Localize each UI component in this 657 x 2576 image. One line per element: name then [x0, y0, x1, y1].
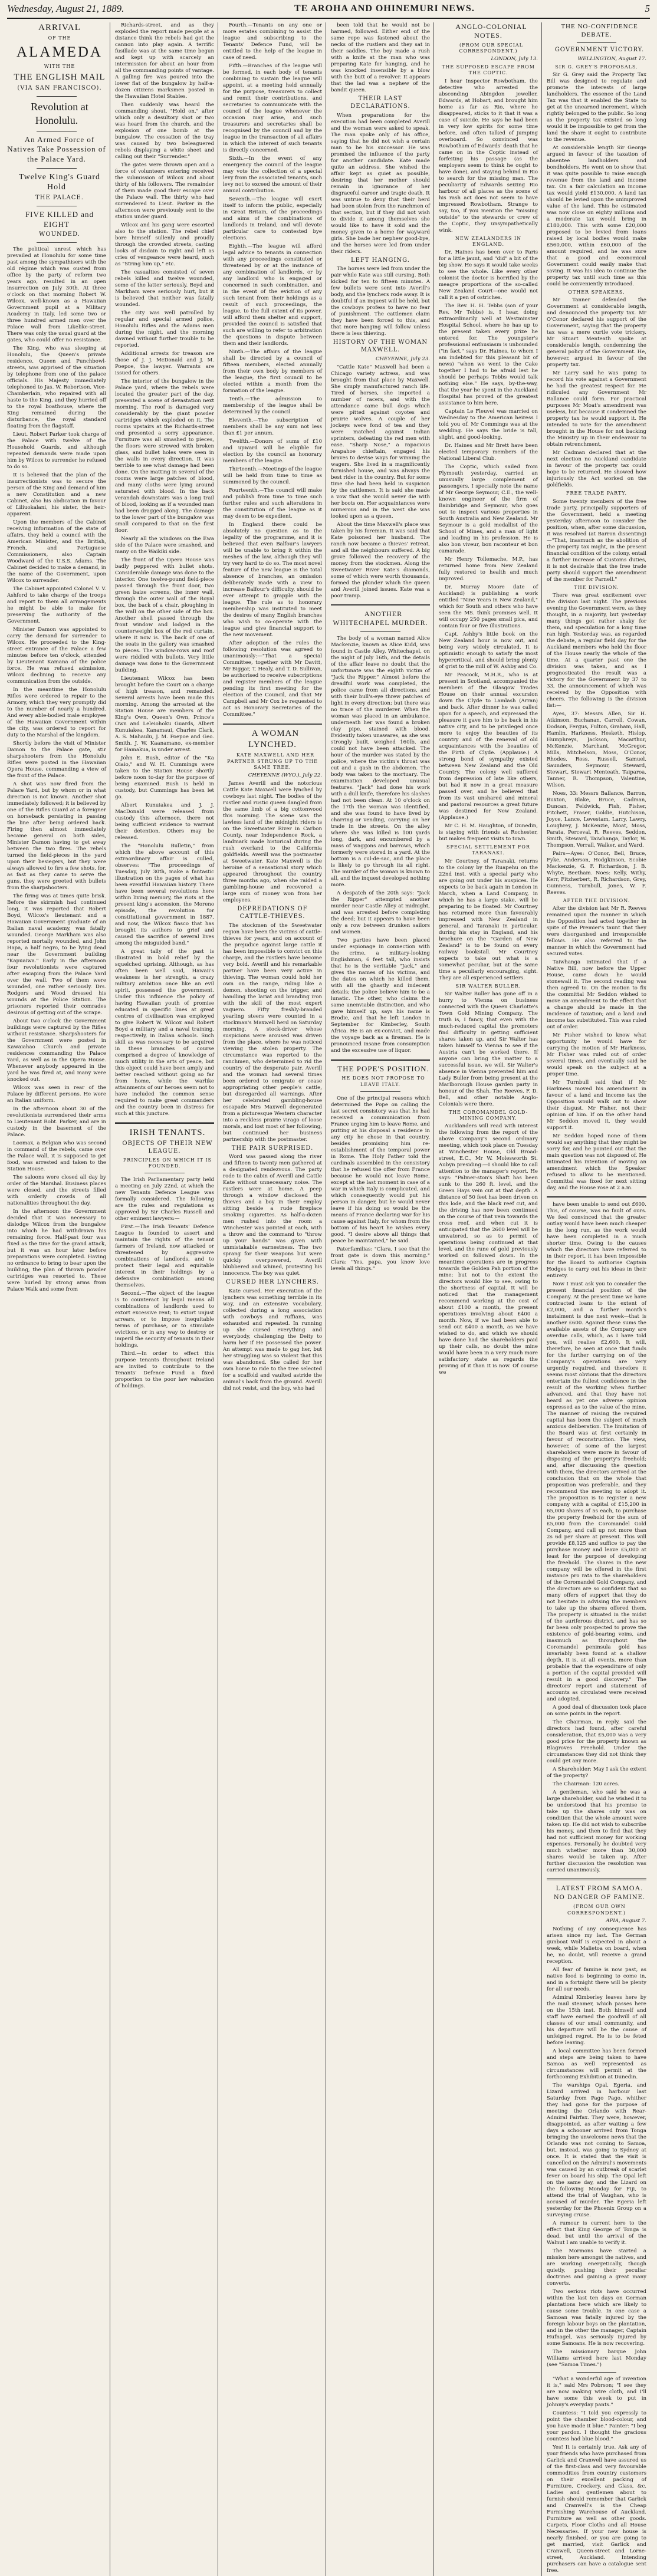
paragraph: "Cattle Kate" Maxwell had been a Chicago variety actress, and was brought from that place by Maxwell. She simply manufactured ranch life. Tired of horses, she imported a number of racers, and with the attendance came bull dogs which were pitted against coyotes and prairie wolves. A couple of her jockeys were fond of tea and they were matched against Indian sprinters, defeating the red men with ease. "Sharp Nose," a rapacious Arapahoe chieftain, engaged his braves to devise ways for winning the wagers. She lived in a magnificently furnished house, and was always the best rider in the country. But for some time she had been held in suspicion by the cattlemen. It is said she made a vow that she would never die with her boots on. Her acquaintances were numerous and in the west she was looked upon as a queen. — [331, 364, 430, 519]
paragraph: Countess: "I told you expressly to point the chamber blood-colour, and you have made it blue." Painter: "I beg your pardon. I thought the gracious countess had blue blood." — [547, 2410, 646, 2442]
paragraph: About the time Maxwell's place was taken by his foreman. It was said that Kate poisoned her husband. The ranch now became a thieves' retreat, and all the neighbours suffered. A big grove followed the recovery of the money from the stockmen. Along the Sweetwater River Kate's diamonds, some of which were worth thousands, formed the plunder which the queen and Averill joined issues. Kate was a poor tramp. — [331, 521, 430, 599]
paragraph: The casualties consisted of seven rebels killed and twelve wounded, some of the latter seriously. Boyd and Markham were seriously hurt, but it is believed that neither was fatally wounded. — [115, 269, 214, 308]
paragraph: A despatch of the 20th says: "Jack the Ripper" attempted another murder near Castle Alley at midnight, and was arrested before completing the deed; but it appears to have been only a row between drunken sailors and women. — [331, 890, 430, 935]
dateline: WELLINGTON, August 17. — [577, 55, 646, 62]
paragraph: In England there could be absolutely no question as to the legality of the programme, and it is believed that even Balfour's lawyers will be unable to bring it within the meshes of the law, although they will try very hard to do so. The most novel feature of the new league is the total absence of branches, an omission deliberately made with a view to increase Balfour's difficulty, should he ever attempt to grapple with the league. The rule as to honorary membership was instituted to meet the desires of many English branches who wish to co-operate with the league and give financial support to the new movement. — [223, 522, 322, 638]
paragraph: Pairs—Ayes: O'Conor, Bell, Bruce, Fyke, Anderson, Hodgkinson, Scobie Mackenzie, G. F. Richardson, J. B. Whyte, Beetham. Noes: Kelly, Withy, Kerr, Fitzherbert, R. Richardson, Grey, Guinness, Turnbull, Jones, W. F. Reeves. — [547, 850, 646, 896]
paragraph: Two serious riots have occurred within the last ten days on German plantations here which are likely to cause some trouble. In one case a Samoan was fatally injured by the foreign labour boys on the plantation, and in the other the manager, Captain Hufnagel, was seriously injured by some Samoans. He is now recovering. — [547, 2288, 646, 2347]
headline-woman-lynched: A WOMAN LYNCHED. — [248, 729, 300, 750]
paragraph: Mr C. H. M. Haughton, of Dunedin, is staying with friends at Rochester, but makes frequent visits to town. — [439, 823, 538, 843]
paragraph: Ninth.—The affairs of the league shall be directed by a council of fifteen members, elected annually from their own body by members of the league, the first council to be elected within a month from the formation of the league. — [223, 349, 322, 394]
paragraph: Second.—The object of the league is to counteract by legal means all combinations of landlords used to extort excessive rent; to extort unjust arrears, or to impose inequitable terms of purchase, or to stimulate evictions, or in any way to destroy or imperil the security of tenants in their holdings. — [115, 1291, 214, 1349]
paragraph: Lieutenant Wilcox has been brought before the Court on a charge of high treason, and remanded. Several arrests have been made this morning. Among the arrested at the Station House are members of the King's Own, Queen's Own, Prince's Own and Leleiohoku Guards, Albert Kunuiakea, Kanamaui, Charles Clark, A. S. Mahaulu, J. M. Poepoe and Geo. Smith. J. W. Kaanamano, ex-member for Hamakua, is under arrest. — [115, 676, 214, 753]
paragraph: Fifth.—Branches of the league will be formed, in each body of tenants combining to sustain the league will appoint, at a meeting held annually for the purpose, treasurers to collect and remit their contributions, and secretaries to communicate with the council of the league whenever the occasion may arise, and such treasurers and secretaries shall be recognised by the council and by the league in the transaction of all affairs in which the interest of such tenants is directly concerned. — [223, 63, 322, 153]
divider — [577, 42, 617, 43]
paragraph: The Chairman, in reply, said the directors had found, after careful consideration, that £5,000 was a very good price for the property known as Blagroves Freehold. Under the circumstances they did not think they could get any more. — [547, 1719, 646, 1765]
issue-date: Wednesday, August 21, 1889. — [7, 3, 124, 14]
paragraph: The "Honolulu Bulletin," from which the above account of this extraordinary affair is culled, observes: "The proceedings of Tuesday, July 30th, make a fantastic illustration on the pages of what has been eventful Hawaiian history. There have been several revolutions here within living memory, the riots at the present king's accession, the Moreno episode, the revolution for constitutional government in 1887, and now, the Wilcox fiasco that has brought its authors to grief and caused the sacrifice of several lives among the misguided band." — [115, 843, 214, 946]
paragraph: The interior of the bungalow in the Palace yard, where the rebels were located the greater part of the day, presented a scene of devastation next morning. The roof is damaged very considerably by the giant powder cartridges which exploded on it. The rooms upstairs at the Richards-street end presented a sorry appearance. Furniture was all smashed to pieces, the floors were strewed with broken glass, and bullet holes were seen in the walls in every direction. It was terrible to see what damage had been done. On the matting in several of the rooms were large patches of blood, and many cloths were lying around saturated with blood. In the back verandah downstairs was a long trail of blood, looking as if a wounded man had been dragged along. The damage to the lower part of the bungalow was small compared to that on the first floor. — [115, 379, 214, 534]
paragraph: Mr Larry said he was going to record his vote against a Government he had the greatest respect for. He ridiculed any Government Mr Ballance could form. For practical purposes Mr Moat's amendment was useless, but because it condemned the property tax he would support it. He intended to vote for the amendment brought in the House for not backing the Ministry up in their endeavour to obtain retrenchment. — [547, 370, 646, 448]
paragraph: First.—The Irish Tenants' Defence League is founded to assert and maintain the rights of the tenant farmers of Ireland, now attacked or threatened by aggressive combinations of landlords, and to protect their legal and equitable interest in their holdings by a defensive combination among themselves. — [115, 1224, 214, 1289]
paragraph: Shortly before the visit of Minister Damon to the Palace gate, stir sharpshooters from the Honolulu Rifles were posted in the Hawaiian Opera House, commanding a view of the front of the Palace. — [7, 741, 106, 779]
paragraph: Dr. Murray Moore (late of Auckland) is publishing a work entitled "Nine Years in New Zealand," which for South and others who have seen the MS. think promises well. It will occupy 250 pages small pica, and contain four or five illustrations. — [439, 584, 538, 630]
paragraph: Additional arrests for treason are those of J. J. McDonald and J. M. Poepoe, the lawyer. Warrants are issued for others. — [115, 351, 214, 376]
subhead-kate-maxwell: KATE MAXWELL AND HER PARTNER STRUNG UP TO THE SAME TREE. — [227, 752, 318, 770]
column-3 — [223, 22, 326, 2576]
paragraph: In the afternoon about 30 of the revolutionists surrendered their arms to Lieutenant Robt. Parker, and are in custody in the basement of the Palace. — [7, 1106, 106, 1139]
paragraph: James Averill and the notorious Cattle Kate Maxwell were lynched by cowboys last night. The bodies of the rustler and rustic queen dangled from the same limb of a big cottonwood this morning. The scene was the lawless land of the midnight riders is on the Sweetwater River in Carbon County, near Independence Rock, a landmark made historical during the rush overland to the California goldfields. Averill was the postmaster at Sweetwater. Kate Maxwell is the heroine of a sensational story which appeared throughout the country three months ago, when she raided a gambling-house and recovered a large sum of money won from her employees. — [223, 781, 322, 904]
subhead: SIR WALTER BULLER. — [455, 983, 521, 989]
paragraph: Fourteenth.—The council will make and publish from time to time such further rules and such alterations in the constitution of the league as it may deem to be expedient. — [223, 488, 322, 519]
paragraph: The political unrest which has prevailed at Honolulu for some time past among the sympathisers with the old régime which was ousted from office by the party of reform two years ago, resulted in an open insurrection on July 30th. At three o'clock on that morning Robert W. Wilcox, well-known as a Hawaiian Government pupil at a Military Academy in Italy, led some two or three hundred armed men over the Palace wall from Likelike-street. There was only the usual guard at the gates, who could offer no resistance. — [7, 246, 106, 344]
subhead-correspondent: (FROM OUR OWN CORRESPONDENT.) — [567, 1904, 626, 1916]
paragraph: After adoption of the rules the following resolution was agreed to unanimously:—"That a special Committee, together with Mr Davitt, Mr Biggar, T. Healy, and T. D. Sullivan, be authorised to receive subscriptions and register members of the league pending its first meeting for the election of the Council, and that Mr Campbell and Mr Cox be requested to act as Honorary Secretaries of the Committee." — [223, 640, 322, 718]
paragraph: Sir G. Grey said the Property Tax Bill was designed to regulate and promote the interests of large landholders. The essence of the Land Tax was that it enabled the State to get at the unearned increment, which rightly belonged to the public. So long as the property tax existed so long would it be impossible to get from the land the share it ought to contribute to the revenue. — [547, 72, 646, 143]
dateline: LONDON, July 13. — [491, 56, 538, 62]
paragraph: Mr Peacock, M.H.R., who is at present in Scotland, accompanied the members of the Glasgow Trades House on their annual excursion down the Clyde to Lamlash (Arran) and back. After dinner he was called upon for a speech, and expressed the pleasure it gave him to be back in his native city, and to be privileged once more to enjoy the beauties of its country and of the renewal of old acquaintances with the beauties of the Firth of Clyde. (Applause.) A strong bond of sympathy existed between New Zealand and the Old Country. The colony well suffered from depression of late like others, but had it now in a great measure passed over, and he believed that from its vast unshared and mineral and pastoral resources a great future was destined for New Zealand. (Applause.) — [439, 672, 538, 821]
paragraph: Nothing of any consequence has arisen since my last. The German gunboat Wolf is expected in about a week, while Malietoa on board, when he, no doubt, will receive a grand reception. — [547, 1926, 646, 1965]
paragraph: About two o'clock the Government buildings were captured by the Rifles without resistance. Sharpshooters for the Government were posted in Kawaiahao Church and private residences commanding the Palace Yard, as well as in the Opera House. Whenever anybody appeared in the yard he was fired at, and many were knocked out. — [7, 1018, 106, 1083]
paragraph: Kate cursed. Her execration of the lynchers was something terrible in its way, and an extensive vocabulary, collected during a long association with cowboys and ruffians, was exhausted and repeated. In running up she cursed everything and everybody, challenging the Deity to harm her if He possessed the power. An attempt was made to gag her, but her struggling was so violent that this was abandoned. She called for her own horse to ride to the tree selected for a scaffold and vaulted astride the animal's back from the ground. Averill did not resist, and the boy, who had — [223, 1288, 322, 1392]
paragraph: Mr Turnbull said that if Mr Harkness moved his amendment in favour of a land and income tax the Opposition would walk out to show their disgust. Mr Fisher, not their opinion of him. If on the other hand Mr Seddon moved it, they would support it. — [547, 1080, 646, 1131]
paragraph: Dr. Haines and Mr Brett have been elected temporary members of the National Liberal Club. — [439, 443, 538, 462]
headline-armed-force: An Armed Force of Natives Take Possession of the Palace Yard. — [7, 134, 106, 163]
paragraph: Mr Seddon hoped none of them would say anything that they might be sorry for, and he pointed out that the main question was not disposed of. He intimated his intention of moving an amendment which the Speaker refused to allow to be mentioned. Committal was fixed for next sitting day, and the House rose at 2 a.m. — [547, 1133, 646, 1192]
paragraph: Word was passed along the river and fifteen to twenty men gathered at a designated rendezvous. The party rode to the cabin of Averill and Cattle Kate without unnecessary noise. The rustlers were at home. A peep through a window disclosed the thieves and a boy in their employ sitting beside a rude fireplace smoking cigarettes. As half-a-dozen men rushed into the room a Winchester was pointed at each, with a throw and the command to "throw up your hands" was given with unmistakable earnestness. The two sprang for their weapons but were quickly overpowered, Averill blubbered and whined, protesting his innocence. The boy was quiet. — [223, 1154, 322, 1277]
divider — [37, 96, 76, 97]
headline-no-confidence: THE NO-CONFIDENCE DEBATE. — [561, 23, 638, 39]
paragraph: Mr Courtney, of Taranaki, returns to the colony by the Ruapehu on the 22nd inst. with a special party who are going out under his auspices. He expects to be back again in London in March, when a Land Company, in which he has a large stake, will be preparing to be floated. Mr Courtney has returned more than favourably impressed with New Zealand in general, and Taranaki in particular, during his stay in England, and his brochure on the "Garden of New Zealand" is to be found on every railway bookstall. Mr Courtney expects to take out what is a somewhat peculiar, but at the same time a peculiarly encouraging, sight. They are all experienced settlers. — [439, 858, 538, 981]
subhead: THE SUPPOSED ESCAPE FROM THE COPTIC. — [442, 64, 535, 76]
subhead-no-famine: NO DANGER OF FAMINE. — [553, 1894, 646, 1901]
paragraph: The missionary barque John Williams arrived here last Monday (see "Samoa Times.") — [547, 2348, 646, 2368]
paragraph: The King, who was sleeping at Honolulu, the Queen's private residence, Queen and Punchbowl-streets, was apprised of the situation by telephone from one of the palace officials. His Majesty immediately telephoned to Jas. W. Robertson, Vice-Chamberlain, who repaired with all haste to the King, and they hurried off to the royal boathouse, where the King remained during the disturbance, the royal standard floating from the flagstaff. — [7, 346, 106, 430]
paragraph: A gentleman, who said he was a large shareholder, said he wished it to be understood that his promise to take up the shares only was on condition that the whole amount were taken up. He did not wish to subscribe his money, and then to find that they had not sufficient money for working expenses. Personally he doubted very much whether more than 30,000 shares would be taken up. After further discussion the resolution was carried unanimously. — [547, 1789, 646, 1874]
advertisement: Yes! It is certainly true. Ask any of your friends who have purchased from Garlick and Cranwell have assured us of the first-class and very favourable commodities from country customers on their excellent packing of Furniture, Crockery, and Glass, &c. Ladies and gentlemen about to furnish should remember that Garlick and Cranwell's is the Cheap Furnishing Warehouse of Auckland. Furniture as well as other goods. Carpets, Floor Cloths and all House Necessaries. If your new house is nearly finished, or you are going to get married, visit Garlick and Cranwell, Queen-street and Lorne-street, Auckland. Intending purchasers can have a catalogue sent free. — [547, 2444, 646, 2574]
paragraph: Mr Tanner defended the Government at considerable length, and denounced the property tax. Mr O'Conor declared his support of the Government, saying that the property tax was a mere curtle vote trickery. Mr Stuart Menteath spoke at considerable length, condemning the general policy of the Government. He, however, argued in favour of the property tax. — [547, 297, 646, 369]
subhead: HISTORY OF THE WOMAN MAXWELL. — [333, 339, 428, 354]
subhead: THE DIVISION. — [574, 584, 619, 590]
headline-irish-tenants: IRISH TENANTS. — [129, 1128, 206, 1137]
paragraph: There was great excitement over the division last night. The previous evening the Government were, as they thought, in a majority, but yesterday many things got rather shaky for them, and speculation for a long time ran high. Yesterday was, as regarded the debate, a regular field day for the Auckland members who held the floor of the House nearly the whole of the time. At a quarter past one the division was taken, and as I prognosticated the result was a victory for the Government by 37 to 33, the announcement of which was received by the Opposition with cheers. The following is the division list:— — [547, 592, 646, 709]
divider — [547, 1196, 646, 1198]
paragraph: Minister Damon was appointed to carry the demand for surrender to Wilcox. He proceeded to the King-street entrance of the Palace a few minutes before ten o'clock, attended by Lieutenant Kamana of the police force. He was refused admission, Wilcox declining to receive any communication from the outside. — [7, 627, 106, 685]
paragraph: The Chairman: 120 acres. — [553, 1781, 620, 1788]
headline-five-killed: FIVE KILLED and EIGHT — [25, 210, 94, 229]
paragraph: Seventh.—The league will exert itself to inform the public, especially in Great Britain, of the proceedings and aims of the combinations of landlords in Ireland, and will devote particular care to contested bye elections. — [223, 196, 322, 241]
paragraph: Nearly all the windows on the Ewa side of the Palace were smashed, and many on the Waikiki side. — [115, 536, 214, 555]
divider — [223, 723, 322, 725]
divider — [360, 1091, 400, 1092]
divider — [115, 1122, 214, 1124]
divider — [331, 604, 430, 606]
paragraph: Mr Henry Tollemache, M.P., has returned home from New Zealand fully restored to health and much improved. — [439, 557, 538, 583]
paragraph: A good deal of discussion took place on some points in the report. — [547, 1705, 646, 1718]
page-number: 5 — [645, 3, 650, 14]
paragraph: The gates were thrown open and a force of volunteers entering received the submission of Wilcox and about thirty of his followers. The remainder of them made good their escape over the Palace wall. The thirty who had surrendered to Lieut. Parker in the afternoon were previously sent to the station under guard. — [115, 162, 214, 220]
paragraph: The saloons were closed all day by order of the Marshal. Business places were closed, and the streets filled with orderly crowds of all nationalities throughout the day. — [7, 1175, 106, 1207]
headline-whitechapel: ANOTHER WHITECHAPEL MURDER. — [333, 609, 428, 627]
paragraph: A local committee has been formed and steps are being taken to have Samoa as well represented as circumstances will permit at the forthcoming Exhibition at Dunedin. — [547, 2048, 646, 2080]
paragraph: After the division last Mr R. Reeves remained upon the manner in which the Opposition had acted together in spite of the Premier's taunt that they were disorganised and irresponsible fellows. He also referred to the manner in which the Government had secured votes. — [547, 906, 646, 958]
paragraph: been told that he would not be harmed, followed. Either end of the same rope was fastened about the necks of the rustlers and they sat in their saddles. The boy made a rush with a knife at the man who was preparing Kate for hanging, and he was knocked insensible by a blow with the butt of a revolver. It appears that the lad was a nephew of the bandit queen. — [331, 22, 430, 93]
divider — [331, 1059, 430, 1061]
paragraph: The horses were led from under the pair while Kate was still cursing. Both kicked for ten to fifteen minutes. A few bullets were sent into Averill's body, and the lynchers rode away. It is doubtful if an inquest will be held, but the cowboys profess to have no fear of punishment. The cattlemen claim they have been forced to this, and that more hanging will follow unless there is less thieving. — [331, 266, 430, 337]
headline-palace: THE PALACE. — [35, 195, 84, 202]
paragraph: Dr. Haines has been over to Paris for a little jaunt, and "did" a bit of the big show. He says it would take weeks to see the whole. Like every other colonist the doctor is horrified by the meagre proportions of the so-called New Zealand Court—one would not call it a pen of ostriches. — [439, 249, 538, 301]
paragraph: John E. Bush, editor of the "Ka Oiaio," and W. H. Cummings were taken to the Station House shortly before noon to-day for the purpose of being examined. Bush is held in custody, but Cummings has been let go. — [115, 755, 214, 800]
headline-of-the: OF THE — [48, 35, 71, 41]
paragraph: Captain Le Fleuvel was married on Wednesday to the American heiress I told you of. Mr Commings was at the wedding. He says the bride is tall, slight, and good-looking. — [439, 409, 538, 441]
paragraph: The Mormons have started a mission here amongst the natives, and are working energetically, though quietly, pushing their peculiar doctrines and gaining a great many converts. — [547, 2248, 646, 2287]
headline-alameda: ALAMEDA — [17, 44, 103, 61]
paragraph: A shot was now fired from the Palace Yard, but by whom or in what direction is not known. Another shot immediately followed; it is believed by one of the Rifles Guard at a foreigner on horseback persisting in passing the line after being ordered back. Firing then almost immediately became general on both sides, Minister Damon having to get away between the two fires. The rebels turned the field-pieces in the yard upon their besiegers, but they were always allowed to fire a few shots, for, as fast as they came to serve the guns, they were greeted with bullets from the sharpshooters. — [7, 781, 106, 891]
paragraph: Twelfth.—Donors of sums of £10 and upward will be eligible for election by the council as honorary members of the league. — [223, 439, 322, 464]
paragraph: Noes, 33: Messrs Ballance, Barron, Buxton, Blake, Bruce, Cadman, Duncan, Feldwick, Fish, Fisher, Fitchett, Fraser, Goldie, Hutchison, Joyce, Lance, Levestam, Larry, Lawry, Loughrey, J. McKenzie, Moat, Moss, Parata, Perceval, R. Reeves, Seddon, Smith, Steward, Taiwhanga, Taylor, W. Thompson, Verrall, Walker, and Ward. — [547, 790, 646, 848]
paragraph: Upon the members of the Cabinet receiving information of the state of affairs, they held a council with the American Minister, and the British, French, and Portuguese Commissioners, also Captain Woodward of the U.S.S. Adams. The Cabinet decided to make a demand, in the name of the Government, upon Wilcox to surrender. — [7, 519, 106, 584]
headline-popes-position: THE POPE'S POSITION. — [337, 1064, 429, 1073]
paragraph: have been unable to send out £600. This, of course, was no fault of ours. We feel convinced that the greater outlay would have been much cheaper in the long run, as the work would have been completed in a much shorter time. Owing to the causes which the directors have referred to in their report, it has been impossible for the Board to authorise Captain Hodges to carry out his ideas in their entirety. — [547, 1202, 646, 1279]
divider — [37, 168, 76, 169]
dateline: CHEYENNE, July 23. — [375, 356, 430, 362]
divider — [37, 242, 76, 243]
column-5 — [439, 22, 542, 2576]
headline-samoa: LATEST FROM SAMOA. — [556, 1884, 643, 1893]
headline-wounded: WOUNDED. — [39, 231, 80, 238]
subhead: LEFT HANGING. — [351, 256, 410, 264]
paragraph: Some twenty members of the free trade party, principally supporters of the Government, held a meeting yesterday afternoon to consider the position, when, after some discussion, it was resolved (at Barron dissenting)—"That, inasmuch as the abolition of the property tax might, in the present financial condition of the colony, entail a further increase of Customs duties, it is not desirable that the free trade party should support the amendment of the member for Parnell." — [547, 498, 646, 583]
paragraph: Mr Fisher wished to know what opportunity he would have for carrying the motion of Mr Harkness. Mr Fisher was ruled out of order several times, and eventually said he would speak on the subject at a proper time. — [547, 1032, 646, 1078]
subhead: DEPREDATIONS OF CATTLE-THIEVES. — [237, 906, 308, 920]
headline-english-mail: THE ENGLISH MAIL — [14, 72, 106, 82]
paragraph: Fourth.—Tenants on any one or more estates combining to assist the league and subscribing to the Tenants' Defence Fund, will be entitled to the help of the league in case of need. — [223, 22, 322, 61]
subhead: FREE TRADE PARTY. — [566, 491, 628, 496]
paragraph: Paterfamilias: "Clara, I see that the front gate is down this morning." Clara: "Yes, papa, you know love levels all things." — [331, 1246, 430, 1272]
subhead-government-victory: GOVERNMENT VICTORY. — [554, 47, 645, 54]
subhead: SIR G. GREY'S PROPOSALS. — [555, 64, 638, 70]
paragraph: Wilcox was seen in rear of the Palace by different persons. He wore an Italian uniform. — [7, 1085, 106, 1104]
paragraph: The Rev. H. H. Tebbs (son of your Rev. Mr Tebbs) is, I hear, doing extraordinarily well at Westminster Hospital School, where he has up to the present taken every prize he entered for. The youngster's professional enthusiasm is unbounded ("in fact," says Dr. Haines, to whom I am indebted for this pleasant bit of news) "when we went to the Cake together I had to be afraid lest he should be perhaps Tebbs would talk nothing else." He says, by-the-way, that the year he spent in the Auckland Hospital has proved of the greatest assistance to him here. — [439, 303, 538, 407]
subhead: THEIR LAST DECLARATIONS. — [350, 96, 410, 110]
paragraph: Third.—In order to effect this purpose tenants throughout Ireland are invited to contribute to the Tenants' Defence Fund a fixed proportion to the poor law valuation of holdings. — [115, 1351, 214, 1390]
masthead-rule — [7, 18, 650, 19]
paragraph: Sixth.—In the event of any emergency the council of the league may vote the collection of a special levy from the associated tenants, such levy not to exceed the amount of their annual contribution. — [223, 156, 322, 194]
paragraph: A rumour is current here to the effect that King George of Tonga is dead, but until the arrival of the Walnut I am unable to verify it. — [547, 2220, 646, 2246]
subhead: NEW ZEALANDERS IN ENGLAND. — [455, 235, 522, 247]
column-2 — [115, 22, 218, 2576]
paragraph: The warships Opal, Egeria, and Lizard arrived in harbour last Saturday from Pago Pago, whither they had gone for the purpose of meeting the Orlando with Rear-Admiral Fairfax. They were, however, disappointed, as after waiting a few days a schooner arrived from Tonga bringing the unwelcome news that the Orlando was not coming to Samoa, but, instead, was going to Sydney at once. It is stated that the visit is cancelled on the Admiral's movements was caused by an outbreak of scarlet fever on board his ship. The Opal left on the same day, and the Lizard on the following Monday for Fiji, to attend the trial of Vaughan, who is accused of murder. The Egeria left yesterday for the Phoenix Group on a surveying cruise. — [547, 2082, 646, 2218]
paragraph: A great tally of the past is illustrated in bold relief by the squelched uprising. Although, as has often been well said, Hawaii's weakness is her strength, a crazy military ambition once like an evil spirit, possessed the government. Under this influence the policy of having Hawaiian youth of promise educated in specific lines at great centres of civilisation was employed to give Robert W. Wilcox and Robert Boyd a military and a naval training, respectively, in Italian schools. Such skill as was necessary to be acquired in these branches of course comprised a degree of knowledge of much utility in the arts of peace, but this object could have been amply and better reached without going so far from home, while the warlike attainments of our heroes seem not to have included the common sense required to make great commanders and the country been in distress for such at this juncture. — [115, 949, 214, 1117]
divider — [577, 2372, 617, 2373]
paragraph: It is believed that the plan of the insurrectionists was to secure the person of the King and demand of him a new Constitution and a new Cabinet, also his abdication in favour of Liliuokalani, his sister, the heir-apparent. — [7, 472, 106, 518]
paragraph: The stockmen of the Sweetwater region have been the victims of cattle-thieves for years, and on account of the prejudice against large cattle it has been impossible to convict on this charge, and the rustlers have become very bold. Averill and his remarkable partner have been very active in thieving. The woman could hold her own on the range, riding like a demon, shooting on the trigger, and handling the lariat and branding iron with the skill of the most expert vaquero. Fifty freshly-branded yearling steers were counted in a stockman's Maxwell herd on Saturday morning. A stock-driver whose suspicions were aroused was driven from the place, where he was noticed viewing the stolen property. The circumstance was reported to the ranchmen, who determined to rid the country of the desperate pair. Averill and the woman had several times been ordered to emigrate or cease appropriating other people's cattle, but disregarded all warnings. After her celebrated gambling-house escapade Mrs Maxwell degenerated from a picturesque Western character into a reckless prairie virago of loose morals, and lost most of her following, but continued her business partnership with the postmaster. — [223, 922, 322, 1143]
dateline: CHEYENNE (WYO.), July 22. — [248, 772, 322, 779]
masthead — [7, 0, 650, 18]
paragraph: Capt. Ashby's little book on the New Zealand hour is now out, and being very widely circulated. It is optimistic enough to satisfy the most hypercritical, and should bring plenty of grist to the mill of W. Ashby and Co. — [439, 631, 538, 670]
paragraph: The Cabinet appointed Colonel V. V. Ashford to take charge of the troops and report to them all arrangements he might be able to make for preserving the authority of the Government. — [7, 586, 106, 625]
subhead-principles: PRINCIPLES ON WHICH IT IS FOUNDED. — [123, 1157, 212, 1169]
newspaper-title: TE AROHA AND OHINEMURI NEWS. — [294, 4, 475, 14]
paragraph: The Irish Parliamentary party held a meeting on July 22nd, at which the new Tenants Defence League was formally considered. The following are the rules and regulations as approved by Sir Charles Russell and other eminent lawyers:— — [115, 1177, 214, 1222]
paragraph: Admiral Kimberley leaves here by the mail steamer, which passes here on the 15th inst. Both himself and staff have earned the goodwill of all classes of our small community, and his departure will be the cause of unfeigned regret. He is to be feted before leaving. — [547, 1994, 646, 2046]
column-4 — [331, 22, 434, 2576]
subhead: CURSED HER LYNCHERS. — [226, 1279, 319, 1286]
paragraph: A Shareholder: May I ask the extent of the property? — [547, 1766, 646, 1779]
subhead: THE PAIR SURPRISED. — [231, 1144, 314, 1152]
paragraph: In the afternoon the Government decided that it was necessary to dislodge Wilcox from the bungalow into which he had withdrawn his remaining force. Half-past four was fixed as the time for the grand attack, but it was an hour later before preparations were completed. Having no ordnance to bring to bear upon the building, the plan of thrown powder cartridges was resorted to. These were hurled by strong arms from Palace Walk and some from — [7, 1209, 106, 1293]
divider — [360, 631, 400, 632]
paragraph: The firing was at times quite brisk. Before the skirmish had continued long, it was reported that Robert Boyd, Wilcox's lieutenant and a Hawaiian Government graduate of an Italian naval academy, was fatally wounded. George Markham was also reported mortally wounded, and John Hapa, a half negro, to be lying dead near the Government building "Kapuaiwa." Early in the afternoon four revolutionists were captured after escaping from the Palace Yard over the wall. Two of them were wounded, one rather seriously. Drs. Rodgers and Wood dressed his wounds at the Police Station. The prisoners reported their comrades desirous of getting out of the scrape. — [7, 893, 106, 1016]
subhead: SPECIAL SETTLEMENT FOR TARANAKI. — [446, 844, 530, 856]
paragraph: Taiwhanga intimated that if a Native Bill, now before the Upper House, came down he would stonewall it. The second reading was then agreed to. On the motion to fix the committal Mr Seddon wished to move an amendment to the effect that a change should be made in the incidence of taxation; and a land and income tax substituted. This was ruled out of order. — [547, 959, 646, 1031]
paragraph: Two parties have been placed under espionage in connection with the crime, a military-looking Englishman, 6 feet tall, who insists that he is the veritable "Jack," and gives the names of his victims, and the dates on which he killed them, with all the ghastly and indecent details; the police believe him to be a lunatic. The other, who claims the same unenviable distinction, and who gave himself up, says his name is Brodie, and that he left London in September for Kimberley, South Africa. He is an ex-convict, and made the voyage back as a fireman. He is pronounced insane from consumption and the excessive use of liquor. — [331, 937, 430, 1054]
subhead-leave-italy: HE DOES NOT PROPOSE TO LEAVE ITALY. — [341, 1075, 425, 1087]
subhead: THE COROMANDEL GOLD-MINING COMPANY. — [448, 1109, 528, 1121]
paragraph: Thirteenth.—Meetings of the league will be held from time to time as summoned by the council. — [223, 466, 322, 485]
paragraph: Eighth.—The league will afford legal advice to tenants in connection with any proceedings constituted or threatened by or at the instance of any combination of landlords, or by any landlord who is engaged or concerned in such combination, and in the event of the eviction of any such tenant from their holdings as a result of such proceedings, the league, to the full extent of its power, will afford them shelter and support, provided the council is satisfied that such are willing to refer to arbitration the questions in dispute between them and their landlords. — [223, 244, 322, 347]
headline-kings-guard: Twelve King's Guard Hold — [19, 172, 100, 192]
subhead: AFTER THE DIVISION. — [563, 897, 630, 903]
paragraph: Albert Kunuiakea and J. J. MacDonald were released from custody this afternoon, there not being sufficient evidence to warrant their detention. Others may be released. — [115, 802, 214, 841]
column-6 — [547, 22, 650, 2576]
column-1 — [7, 22, 110, 2576]
paragraph: Richards-street, and as they exploded the report made people at a distance think the rebels had got the cannon into play again. A terrific fusillade was at the same time begun and kept up with scarcely an intermission for about an hour from all the commanding points of vantage. A galling fire was poured into the lower flat of the bungalow by half-a-dozen citizens marksmen posted in the Hawaiian Hotel Stables. — [115, 22, 214, 100]
paragraph: The front of the Opera House was badly peppered with bullet shots. Considerable damage was done to the interior. One twelve-pound field-piece passed through the front door, two green baize screens, the inner wall, through the outer wall of the Royal box, the back of a chair, ploughing in the wall on the other side of the box. Another shell passed through the front window and lodged in the counterweight box of the red curtain, where it now is. The back of one of the seats in the gallery was smashed to pieces. The window-rows and roof were riddled with bullets. Very little damage was done to the Government building. — [115, 557, 214, 673]
paragraph: Wilcox and his gang were escorted also to the station. The rebel chief bore himself sullenly and proudly through the crowded streets, casting looks of disdain to right and left as cries of vengeance were heard, such as "String him up," etc. — [115, 222, 214, 267]
paragraph: When preparations for the execution had been completed Averill and the woman were asked to speak. The man spoke only of his office, saying that he did not wish a certain man to be his successor. He was promised the influence of the party for another candidate. Kate made quite an address. She wished the affair kept as quiet as possible, desiring that her mother should remain in ignorance of her disgraceful career and tragic death. It was untrue to deny that their herd had been stolen from the ranchmen of that section, but if they did not wish to divide it among themselves she would like to have it sold and the money given to a home for wayward girls. She bade her nephew good-bye, and the horses were led from under their riders. — [331, 112, 430, 255]
headline-revolution: Revolution at Honolulu. — [31, 100, 88, 126]
paragraph: One of the principal reasons which determined the Pope on calling the last secret consistory was that he had received a communication from France urging him to leave Rome, and putting at his disposal a residence in any city he chose in that country, besides promising him re-establishment of the temporal power in Rome. The Holy Father told the cardinals assembled in the consistory that he refused the offer from France because he would not leave Rome, except at the last moment in case of a war in which Italy is complicated, and which consequently would put his person in danger, but he would never leave if his doing so would be the means of France declaring war for his cause against Italy, for whom from the bottom of his heart he wishes every good. "I desire above all things that peace be maintained," he said. — [331, 1095, 430, 1244]
paragraph: Lieut. Robert Parker took charge of the Palace with twelve of the Household Guards, and although repeated demands were made upon him by Wilcox to surrender he refused to do so. — [7, 432, 106, 471]
subhead-correspondent: (FROM OUR SPECIAL CORRESPONDENT.) — [459, 42, 523, 54]
headline-with-the: WITH THE — [44, 64, 75, 70]
paragraph: In the meantime the Honolulu Rifles were ordered to repair to the Armory, which they very promptly did to the number of nearly a hundred. And every able-bodied male employee of the Hawaiian Government within the city, was ordered to report for duty to the Marshal of the kingdom. — [7, 687, 106, 739]
headline-via-sf: (VIA SAN FRANCISCO). — [17, 84, 102, 91]
subhead-objects: OBJECTS OF THEIR NEW LEAGUE. — [122, 1140, 213, 1154]
paragraph: At considerable length Sir George argued in favour of the taxation of absentee landholders and bondholders. He went on to show that it was quite possible to raise enough revenue from the land and income tax. On a fair calculation an income tax would yield £130,000. A land tax should be levied upon the unimproved value of the land. This he estimated was now close on eighty millions and a moderate tax would bring in £180,000. This with some £20,000 proposed to be levied from loans raised by local bodies would make £560,000, within £60,000 of the amount required, and he was sure that a good and economical Government could easily make that saving. It was his idea to continue the property tax until such time as this could be conveniently introduced. — [547, 145, 646, 288]
headline-anglo-colonial: ANGLO-COLONIAL NOTES. — [455, 22, 527, 40]
paragraph: The body of a woman named Alice Mackenzie, known as Alice Kidd, was found in Castle Alley, Whitechapel, on the night of July 16th, and the details of the affair leave no doubt that the unfortunate was the eighth victim of "Jack the Ripper." Almost before the dreadful work was completed, the police came from all directions, and with their bull's-eye threw patches of light in every direction; but there was no trace of the murderer. When the woman was placed in an ambulance, underneath her was found a broken clay pipe, stained with blood. Evidently taken unawares, as she was strongly built, weighed 160lb, and could not have been attacked. The hour of the murder was stated by the police, where the victim's throat was cut and a gash in the abdomen. The body was taken to the mortuary. The examination developed unusual features. "Jack" had done his work with a dull knife, therefore his slashes had not been clean. At 10 o'clock on the 17th the woman was identified, and she was found to have lived by charring or vending, carrying on her trade in the streets. On the alley where she was killed is 100 yards long, dark, and encumbered by a mass of waggons and barrows, which formerly were stored in a yard. At the bottom is a cul-de-sac, and the place is likely to go through its all right. The murder of the woman is known to all, and the inquest developed nothing more. — [331, 635, 430, 888]
paragraph: Now I must ask you to consider the present financial position of the Company. At the present time we have contracted loans to the extent of £2,000, and a further month's instalment is due next week—that is another £600. Against these sums the available assets of the Company are overdue calls, which, as I have told you, will realise £2,600. It will, therefore, be seen at once that funds for the further carrying on of the Company's operations are very urgently required, and therefore it seems most obvious that the directors entertain the fullest confidence in the result of the working when further advanced, and that they have not heard as yet one adverse opinion expressed as to the value of the mine. The manner of raising the required capital has been the subject of much anxious deliberation. The limitation of the Board was at first certainly in favour of reconstruction. The view, however, of some of the largest shareholders were more in favour of disposing of the property's freehold; and, after discussing the question with them, the directors arrived at the conclusion that on the whole that proposition was preferable, and they recommend the meeting to adopt it. The proposition is to register a new company with a capital of £15,200 in 65,000 shares of 5s each, to purchase the property freehold for the sum of £5,000 from the Coromandel Gold Company, and call up not more than 2s 6d per share at present. This will provide £8,125 and suffice to pay the purchase money and leave £5,000 at least for the purpose of developing the freehold. The shares in the new company will be offered in the first instance pro rata to the shareholders of the Coromandel Gold Company, and the directors are so confident that so many offers of support that they do not hesitate in advising the members to take up the shares offered them. The property is situated in the midst of the auriferous district, and has so far been only prospected to prove the existence of gold-bearing veins, and inasmuch as throughout the Coromandel peninsula gold has invariably been found at a shallow depth, it is, at all events, more than probable that the expenditure of only a portion of the capital provided will result in a good discovery." The directors' report and statement of accounts as circulated were received and adopted. — [547, 1281, 646, 1703]
paragraph: Then suddenly was heard the commanding shout, "Hold on," after which only a desultory shot or two was heard from the church, and the explosion of one bomb at the bungalow. The cessation of the tray was caused by two beleaguered rebels displaying a white sheet and calling out their "Surrender." — [115, 102, 214, 160]
paragraph: The Coptic, which sailed from Plymouth yesterday, carried an unusually large complement of passengers. I specially note the name of Mr George Seymour, C.E., the well-known engineer of the firm of Bainbridge and Seymour, who goes out to inspect various properties in South Australia and New Zealand. Mr Seymour is a gold medallist of the School of Mines, and a man of light and leading in his profession. He is also bon viveur, bon raconteur et bon camarade. — [439, 464, 538, 555]
paragraph: I hear Inspector Rowbotham, the detective who arrested the absconding Abingdon jeweller, Edwards, at Hobart, and brought him home as far as Rio, where he disappeared, sticks to it that it was a case of suicide. He says he had been in very low spirits for some time before, and often talked of jumping overboard. So convinced was Rowbotham of Edwards' death that he came on in the Coptic instead of forfeiting his passage (as the employers seem to think he ought to have done), and staying behind in Rio to search for the missing man. The peculiarity of Edwards seizing Rio harbour of all places as the scene of his rash act does not seem to have impressed Rowbotham. Strange to say, too, if you mention the "missing outside" to the stewards or crew of the Coptic, they unsympathetically wink. — [439, 78, 538, 233]
paragraph: Eleventh.—The subscription of members shall be any sum not less than £1 per annum. — [223, 417, 322, 436]
paragraph: Aucklanders will read with interest the following from the report of the above Company's second ordinary meeting, which took place on Tuesday at Winchester House, Old Broad-street, E.C., Mr W. Molesworth St. Aubyn presiding:—I should like to call attention to the manager's report. He says: "Palmer-ston's Shaft has been sunk to the 260 ft. level, and the Green Hays vein cut at that depth. A distance of 50 feet has been driven on this lode, and the black reef cut, and the driving has now been continued on the course of that vein towards the cross reef, and when cut it is anticipated that the 2600 level will be unwatered, so as to permit of operations being continued at that level, and the rune of gold previously worked on followed down. In the meantime operations are in progress towards the Golden Pah portion of the mine; but not to the extent the directors would like to see, owing to the shortness of capital. It will be noticed that the management recommend working at the cost of about £100 a month, the present operations involving about £400 a month. Now, if we had been able to send out £400 a month, as we have wished to do, and which we should have done had the shareholders paid up their calls, no doubt the mine would have been in a very much more satisfactory state as regards the proving of it than it is now. Of course we — [439, 1123, 538, 1376]
paragraph: Sir Walter Buller has gone off in a hurry to Vienna on business connected with the Queen Charlotte's Town Gold Mining Company. The truth is, I fancy, that even with the much-reduced capital the promoters find difficulty in getting sufficient shares taken up, and Sir Walter has taken himself to Vienna to see if the Austria can't be worked there. If anyone can bring the matter to a successful issue, we will. Sir Walter's absence in Vienna prevented him and Lady Buller from being present at the Marlborough House garden party in honour of the Shah. The Reeves, F. D. Bell, and other notable Anglo-Colonials were there. — [439, 991, 538, 1107]
paragraph: Loomax, a Belgian who was second in command of the rebels, came over the Palace wall, it is supposed to get food, was arrested and taken to the Station House. — [7, 1140, 106, 1173]
columns — [7, 22, 650, 2574]
subhead: OTHER SPEAKERS. — [568, 289, 625, 295]
paragraph: "What a wonderful age of invention it is," said Mrs Pobrson; "I see they are now making wire cloth, and I'll have some this week to put in Johnny's everyday pants." — [547, 2376, 646, 2408]
dateline: APIA, August 7. — [606, 1917, 646, 1924]
paragraph: Ayes, 37: Messrs Allen, Sir H. Atkinson, Buchanan, Carroll, Cowan, Dodson, Fergus, Fulton, Graham, Hall, Hamlin, Harkness, Hesketh, Hislop, Humphreys, Jackson, Macarthur, McKenzie, Marchant, McGregor, Mills, Mitchelson, Moss, O'Conor, Rhodes, Ross, Russell, Samuel, Saunders, Seymour, Steward, Stewart, Stewart Menteath, Taiparoa, Tanner, R. Thompson, Valentine, Wilson. — [547, 710, 646, 788]
paragraph: All fear of famine is now past, as native food is beginning to come in, and in a fortnight there will be plenty for all our needs. — [547, 1966, 646, 1992]
paragraph: Mr Cadman declared that at the next election no Auckland candidate in favour of the property tax could hope to be returned. He showed how injuriously the Act worked on the goldfields. — [547, 450, 646, 489]
paragraph: The city was well patrolled by regular and special armed police, Honolulu Rifles and the Adams men during the night, and the morning dawned without further trouble to be reported. — [115, 310, 214, 348]
headline-arrival: ARRIVAL — [38, 23, 81, 32]
divider — [547, 1878, 646, 1880]
paragraph: Tenth.—The admission to membership of the league shall be determined by the council. — [223, 396, 322, 415]
